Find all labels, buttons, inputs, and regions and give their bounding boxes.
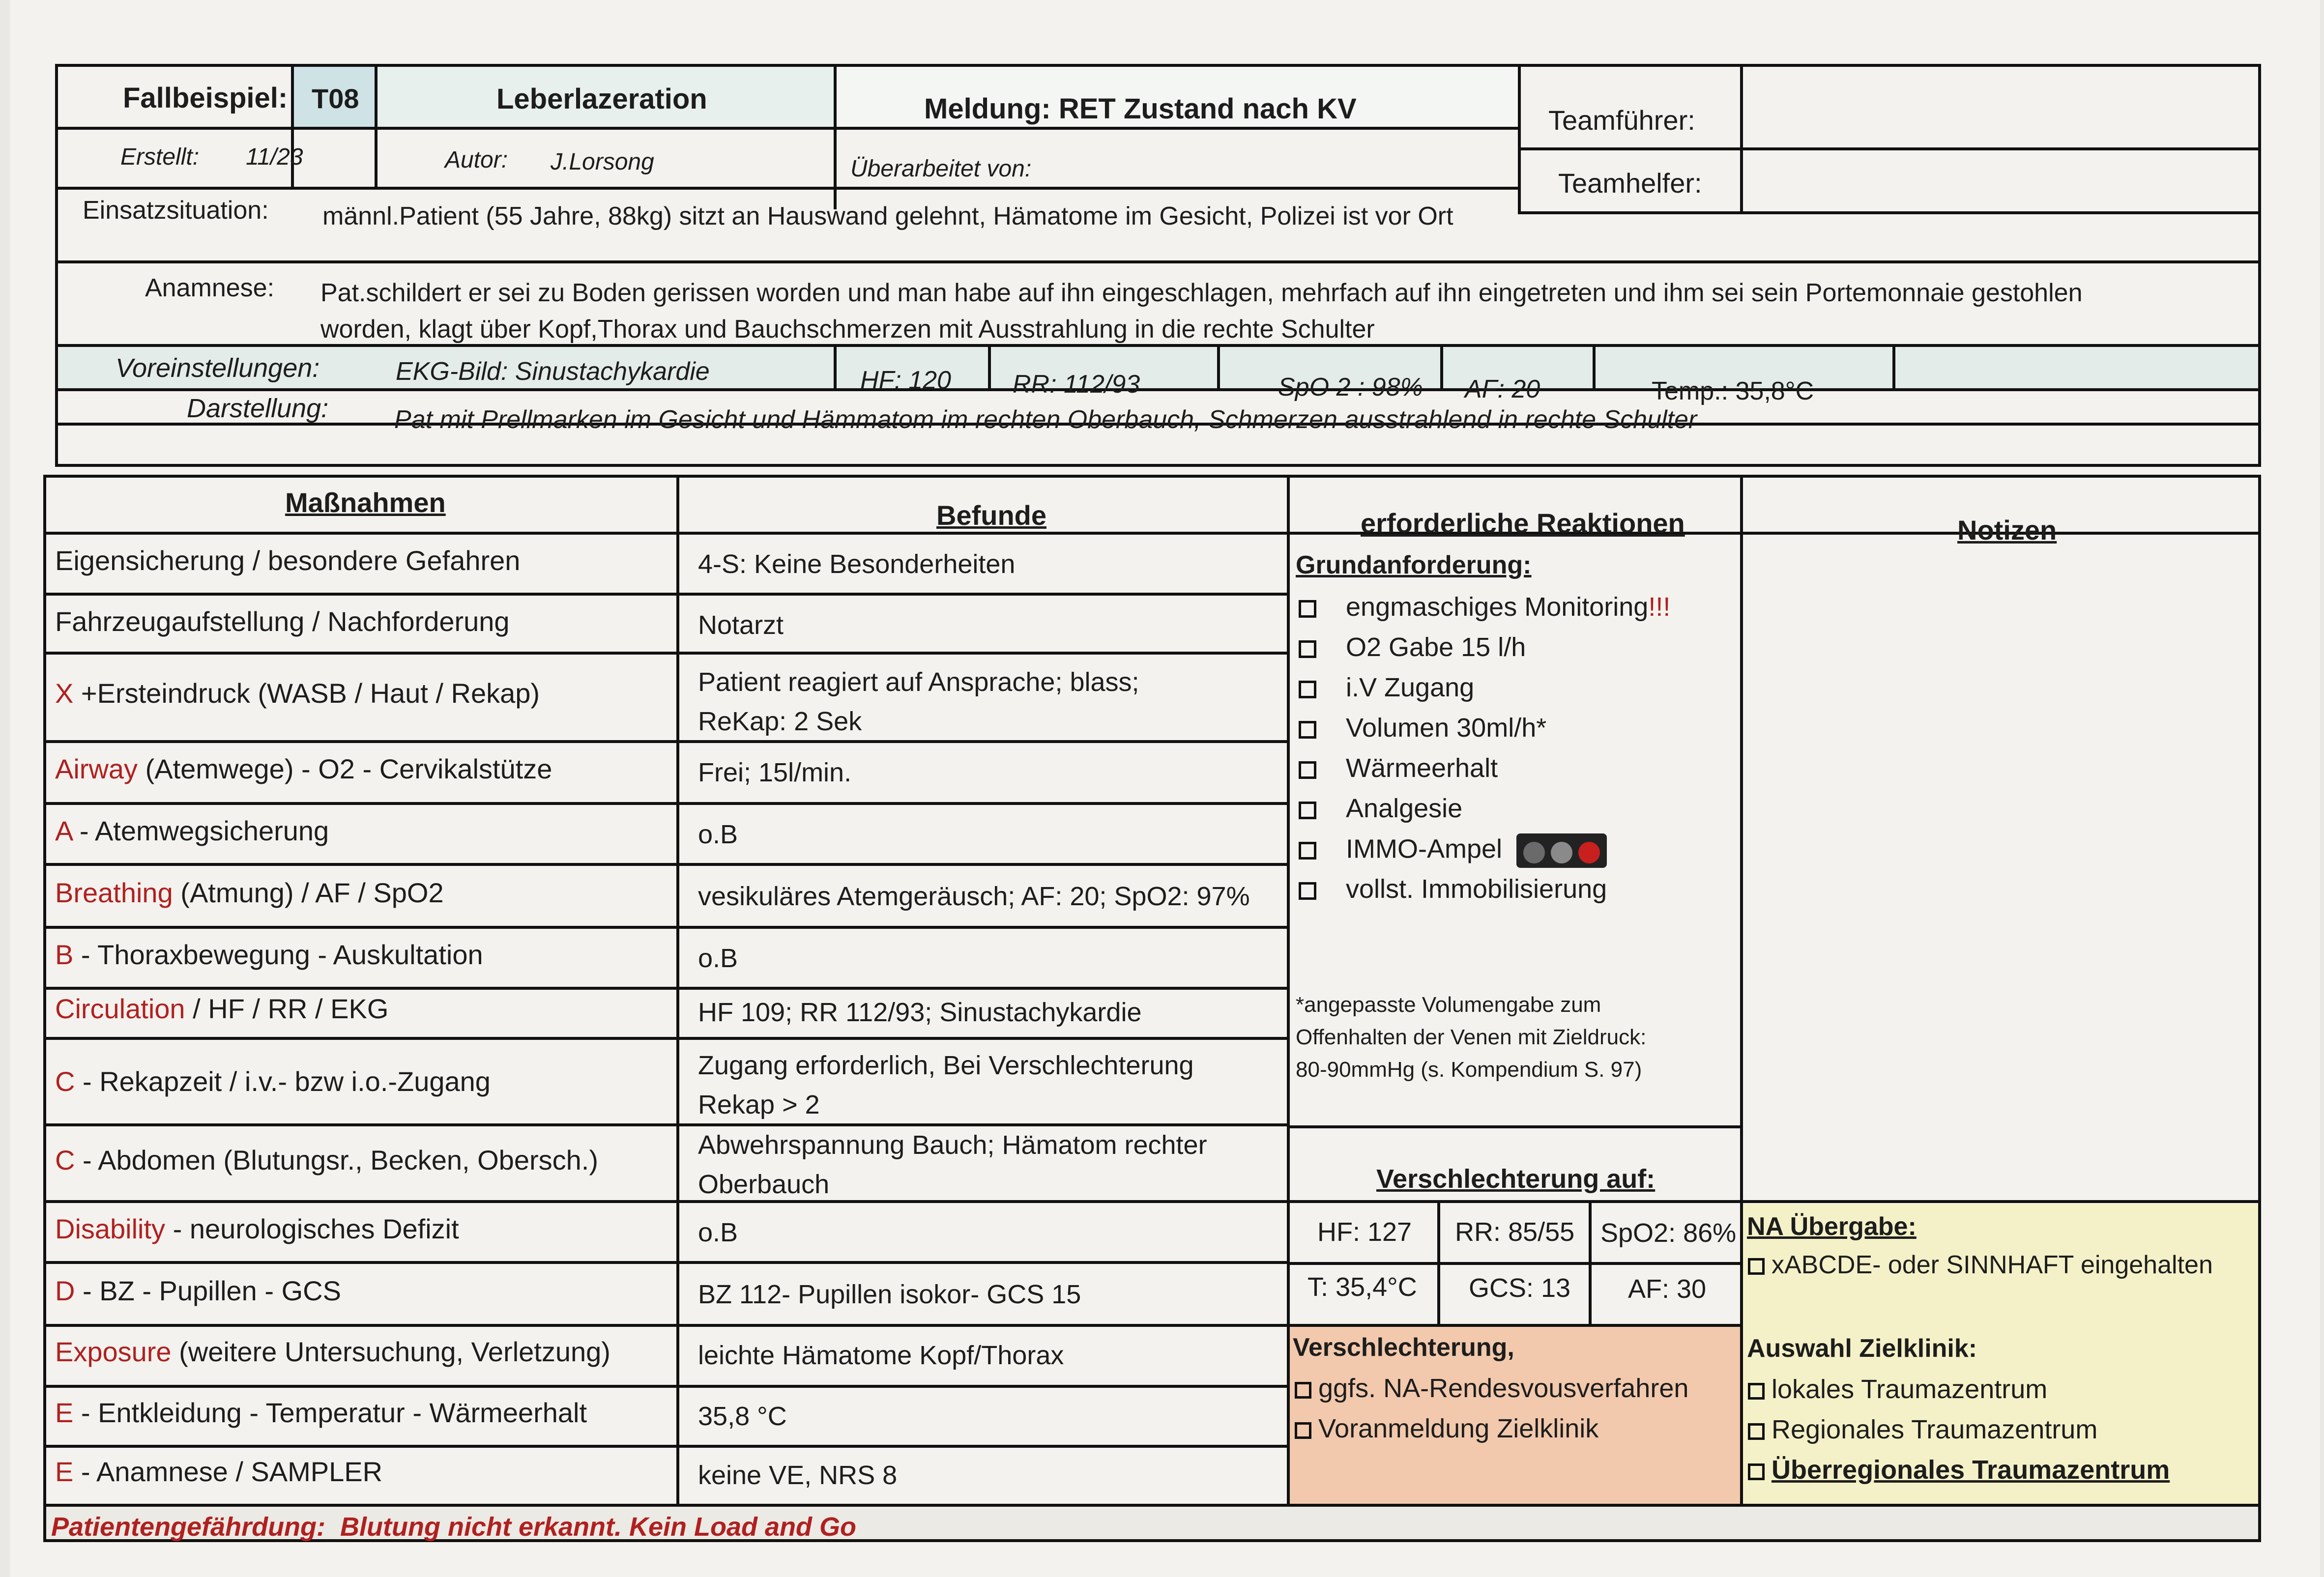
footer-text: Blutung nicht erkannt. Kein Load and Go <box>340 1512 857 1542</box>
reaktion-item[interactable]: IMMO-Ampel <box>1299 833 1607 868</box>
befund-line: o.B <box>698 1218 738 1247</box>
na-title: NA Übergabe: <box>1747 1212 1917 1241</box>
checkbox[interactable] <box>1299 721 1316 739</box>
vorein-label: Voreinstellungen: <box>116 353 320 383</box>
massnahme-label <box>55 545 520 576</box>
spo2-value: SpO 2 : 98% <box>1278 373 1423 401</box>
massnahme-key: Airway <box>55 753 138 784</box>
befund-text <box>698 1397 787 1436</box>
massnahme-key: X <box>55 678 74 709</box>
notizen-field[interactable] <box>1745 536 2256 1198</box>
reaktion-item[interactable]: Wärmeerhalt <box>1299 753 1498 783</box>
anamnese-line1: Pat.schildert er sei zu Boden gerissen worden und man habe auf ihn eingeschlagen, mehrfach auf ihn eingetreten und ihm sei sein Portemonnaie gestohlen <box>320 279 2083 307</box>
massnahme-text: Fahrzeugaufstellung / Nachforderung <box>55 606 510 637</box>
checkbox[interactable] <box>1748 1258 1765 1275</box>
darstellung-text: Pat mit Prellmarken im Gesicht und Hämmatom im rechten Oberbauch, Schmerzen ausstrahlend in rechte Schulter <box>394 405 1697 434</box>
checkbox[interactable] <box>1299 600 1316 618</box>
footnote-3: 80-90mmHg (s. Kompendium S. 97) <box>1296 1058 1642 1082</box>
befund-line: o.B <box>698 820 738 849</box>
massnahme-key: E <box>55 1456 74 1487</box>
massnahme-label <box>55 605 510 637</box>
ueberarbeitet-label: Überarbeitet von: <box>850 156 1032 182</box>
rr-value: RR: 112/93 <box>1013 370 1140 399</box>
reaktion-item[interactable]: vollst. Immobilisierung <box>1299 874 1607 904</box>
klinik-title: Auswahl Zielklinik: <box>1747 1334 1977 1363</box>
massnahme-label <box>55 1275 341 1307</box>
befund-text <box>698 1213 738 1252</box>
teamhelfer-label: Teamhelfer: <box>1558 168 1702 199</box>
befund-text <box>698 993 1141 1032</box>
befund-line: Frei; 15l/min. <box>698 758 852 787</box>
massnahme-text: +Ersteindruck (WASB / Haut / Rekap) <box>73 678 540 709</box>
massnahme-text: - BZ - Pupillen - GCS <box>75 1275 341 1306</box>
massnahme-text: - Rekapzeit / i.v.- bzw i.o.-Zugang <box>75 1066 491 1097</box>
befund-line: Zugang erforderlich, Bei Verschlechterung <box>698 1051 1194 1080</box>
befund-line: leichte Hämatome Kopf/Thorax <box>698 1341 1064 1370</box>
footnote-1: *angepasste Volumengabe zum <box>1296 993 1601 1017</box>
befund-line: o.B <box>698 944 738 973</box>
checkbox[interactable] <box>1295 1382 1311 1399</box>
reaktion-item[interactable]: Analgesie <box>1299 793 1462 824</box>
massnahme-label <box>55 815 329 847</box>
immo-ampel-icon <box>1516 833 1607 868</box>
befund-text <box>698 545 1015 584</box>
verschl-af: AF: 30 <box>1628 1274 1707 1304</box>
erstellt-value: 11/23 <box>246 144 303 170</box>
befund-text <box>698 753 851 792</box>
col-befunde: Befunde <box>936 500 1046 531</box>
massnahme-key: E <box>55 1397 74 1428</box>
massnahme-key: Exposure <box>55 1336 172 1367</box>
fall-title: Leberlazeration <box>496 83 707 115</box>
hf-value: HF: 120 <box>860 366 951 395</box>
footnote-2: Offenhalten der Venen mit Zieldruck: <box>1296 1025 1647 1049</box>
col-massnahmen: Maßnahmen <box>285 487 446 518</box>
verschl-action[interactable]: Voranmeldung Zielklinik <box>1295 1413 1598 1444</box>
fall-label: Fallbeispiel: <box>123 82 288 114</box>
massnahme-label <box>55 753 552 785</box>
verschl-spo2: SpO2: 86% <box>1600 1218 1737 1248</box>
meldung-text: Meldung: RET Zustand nach KV <box>924 93 1357 125</box>
checkbox[interactable] <box>1748 1423 1765 1440</box>
autor-label: Autor: <box>445 147 508 173</box>
massnahme-text: Eigensicherung / besondere Gefahren <box>55 545 521 576</box>
ekg-value: EKG-Bild: Sinustachykardie <box>396 357 710 386</box>
checkbox[interactable] <box>1299 842 1316 860</box>
befund-text <box>698 877 1250 916</box>
befund-line: HF 109; RR 112/93; Sinustachykardie <box>698 998 1142 1027</box>
massnahme-key: B <box>55 939 74 970</box>
massnahme-text: - Anamnese / SAMPLER <box>73 1456 383 1487</box>
massnahme-label <box>55 1397 587 1429</box>
af-value: AF: 20 <box>1465 375 1540 403</box>
verschl-title: Verschlechterung auf: <box>1376 1164 1656 1194</box>
befund-line: Oberbauch <box>698 1170 830 1199</box>
befund-line: 35,8 °C <box>698 1402 787 1431</box>
col-reaktionen: erforderliche Reaktionen <box>1361 508 1685 539</box>
teamfuehrer-field[interactable] <box>1745 74 2256 145</box>
massnahme-text: (weitere Untersuchung, Verletzung) <box>171 1336 610 1367</box>
temp-value: Temp.: 35,8°C <box>1652 377 1814 405</box>
massnahme-label <box>55 993 388 1025</box>
befund-line: Patient reagiert auf Ansprache; blass; <box>698 667 1139 697</box>
reaktion-item[interactable]: O2 Gabe 15 l/h <box>1299 632 1526 662</box>
befund-line: Abwehrspannung Bauch; Hämatom rechter <box>698 1130 1207 1160</box>
vorein-row-bg <box>58 347 2258 388</box>
teamfuehrer-label: Teamführer: <box>1548 105 1695 136</box>
massnahme-text: - Atemwegsicherung <box>72 815 329 846</box>
befund-line: ReKap: 2 Sek <box>698 707 862 736</box>
befund-text <box>698 939 738 978</box>
col-notizen: Notizen <box>1957 515 2057 545</box>
case-sheet <box>10 0 2320 1577</box>
verschl-rr: RR: 85/55 <box>1455 1217 1575 1247</box>
befund-text <box>698 1456 897 1495</box>
befund-line: Rekap > 2 <box>698 1090 820 1119</box>
massnahme-key: Disability <box>55 1213 166 1244</box>
checkbox[interactable] <box>1299 802 1316 819</box>
befund-text <box>698 1275 1081 1314</box>
ampel-light-2 <box>1551 842 1572 863</box>
na-check[interactable]: xABCDE- oder SINNHAFT eingehalten <box>1748 1250 2213 1280</box>
massnahme-key: C <box>55 1145 75 1176</box>
massnahme-text: (Atemwege) - O2 - Cervikalstütze <box>138 753 552 784</box>
einsatz-label: Einsatzsituation: <box>83 196 269 225</box>
befund-text <box>698 815 738 854</box>
befund-text <box>698 1336 1064 1375</box>
massnahme-text: - neurologisches Defizit <box>165 1213 459 1244</box>
befund-text <box>698 1125 1207 1204</box>
verschl-gcs: GCS: 13 <box>1469 1273 1571 1303</box>
massnahme-key: Circulation <box>55 993 185 1024</box>
checkbox[interactable] <box>1748 1383 1765 1400</box>
klinik-option[interactable]: Überregionales Traumazentrum <box>1748 1455 2170 1485</box>
befund-line: 4-S: Keine Besonderheiten <box>698 549 1016 579</box>
massnahme-label <box>55 677 540 709</box>
verschl-temp: T: 35,4°C <box>1307 1272 1417 1302</box>
befund-line: BZ 112- Pupillen isokor- GCS 15 <box>698 1280 1081 1309</box>
befund-text <box>698 1046 1194 1124</box>
massnahme-text: (Atmung) / AF / SpO2 <box>173 877 444 908</box>
klinik-option[interactable]: lokales Traumazentrum <box>1748 1374 2047 1405</box>
darstellung-label: Darstellung: <box>187 394 329 423</box>
massnahme-label <box>55 877 444 909</box>
checkbox[interactable] <box>1299 882 1316 900</box>
grund-label: Grundanforderung: <box>1296 551 1532 579</box>
einsatz-text: männl.Patient (55 Jahre, 88kg) sitzt an Hauswand gelehnt, Hämatome im Gesicht, Polizei ist vor Ort <box>322 202 1453 230</box>
massnahme-label <box>55 1065 491 1097</box>
befund-text <box>698 662 1139 741</box>
reaktion-item[interactable]: i.V Zugang <box>1299 672 1474 703</box>
massnahme-label <box>55 1213 459 1245</box>
befund-line: keine VE, NRS 8 <box>698 1461 898 1490</box>
massnahme-key: Breathing <box>55 877 173 908</box>
massnahme-label <box>55 939 483 971</box>
checkbox[interactable] <box>1295 1422 1311 1439</box>
befund-text <box>698 605 784 645</box>
massnahme-label <box>55 1456 382 1488</box>
ampel-light-3 <box>1578 842 1600 863</box>
befund-line: vesikuläres Atemgeräusch; AF: 20; SpO2: 97% <box>698 882 1250 911</box>
checkbox[interactable] <box>1748 1463 1765 1480</box>
massnahme-text: - Abdomen (Blutungsr., Becken, Obersch.) <box>75 1145 598 1176</box>
massnahme-label <box>55 1336 610 1368</box>
massnahme-text: / HF / RR / EKG <box>185 993 389 1024</box>
reaktion-item[interactable]: engmaschiges Monitoring!!! <box>1299 592 1670 622</box>
checkbox[interactable] <box>1299 761 1316 779</box>
anamnese-line2: worden, klagt über Kopf,Thorax und Bauchschmerzen mit Ausstrahlung in die rechte Schulter <box>320 315 1375 344</box>
massnahme-key: A <box>55 815 72 846</box>
verschl-action-title: Verschlechterung, <box>1293 1333 1514 1362</box>
befund-line: Notarzt <box>698 610 784 640</box>
checkbox[interactable] <box>1299 640 1316 658</box>
massnahme-label <box>55 1144 598 1176</box>
autor-value: J.Lorsong <box>551 149 654 175</box>
verschl-hf: HF: 127 <box>1317 1217 1412 1247</box>
ampel-light-1 <box>1523 842 1545 863</box>
teamhelfer-field[interactable] <box>1745 152 2256 210</box>
fall-code: T08 <box>312 83 359 114</box>
klinik-option[interactable]: Regionales Traumazentrum <box>1748 1414 2097 1445</box>
verschl-action[interactable]: ggfs. NA-Rendesvousverfahren <box>1295 1373 1688 1404</box>
massnahme-text: - Entkleidung - Temperatur - Wärmeerhalt <box>73 1397 587 1428</box>
reaktion-item[interactable]: Volumen 30ml/h* <box>1299 713 1546 743</box>
anamnese-label: Anamnese: <box>145 274 275 302</box>
footer <box>51 1512 856 1542</box>
massnahme-key: C <box>55 1066 75 1097</box>
massnahme-text: - Thoraxbewegung - Auskultation <box>73 939 483 970</box>
erstellt-label: Erstellt: <box>120 144 200 170</box>
checkbox[interactable] <box>1299 681 1316 698</box>
footer-label: Patientengefährdung: <box>51 1512 326 1542</box>
massnahme-key: D <box>55 1275 75 1306</box>
